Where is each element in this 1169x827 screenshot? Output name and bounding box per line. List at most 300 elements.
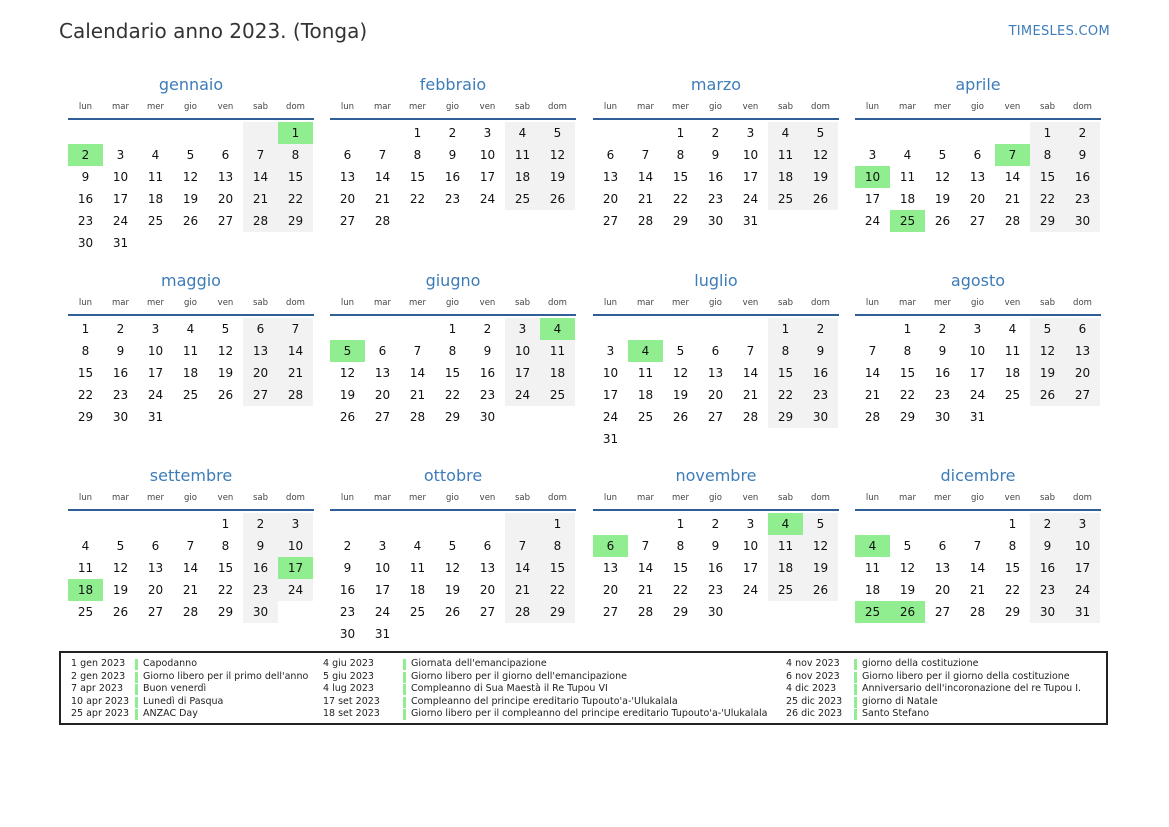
empty-day (733, 601, 768, 623)
empty-day (103, 122, 138, 144)
calendar-day: 17 (374, 583, 391, 597)
holiday-marker (403, 672, 406, 683)
calendar-day: 9 (711, 539, 720, 553)
month-dicembre (855, 464, 1101, 623)
calendar-day: 6 (1065, 318, 1100, 340)
calendar-day: 11 (540, 340, 575, 362)
weekday-label: gio (446, 298, 459, 308)
calendar-day: 11 (1004, 344, 1021, 358)
calendar-day: 19 (540, 166, 575, 188)
calendar-day: 3 (278, 513, 313, 535)
calendar-day: 15 (540, 557, 575, 579)
page-title: Calendario anno 2023. (Tonga) (59, 19, 368, 43)
weekday-label: dom (1073, 493, 1092, 503)
legend-holiday-name: Giorno libero per il giorno della costituzione (862, 670, 1070, 682)
empty-day (593, 122, 628, 144)
calendar-day: 28 (374, 214, 391, 228)
month-name: dicembre (940, 466, 1016, 485)
calendar-day: 2 (448, 126, 457, 140)
weekday-label: mer (146, 493, 164, 503)
calendar-day: 9 (343, 561, 352, 575)
calendar-day: 7 (505, 535, 540, 557)
calendar-day: 5 (221, 322, 230, 336)
weekday-label: dom (548, 298, 567, 308)
calendar-day: 24 (147, 388, 164, 402)
calendar-day: 3 (151, 322, 160, 336)
calendar-day: 26 (182, 214, 199, 228)
calendar-day: 9 (803, 340, 838, 362)
legend-holiday-name: ANZAC Day (143, 708, 198, 720)
calendar-day: 9 (483, 344, 492, 358)
calendar-day: 14 (637, 170, 654, 184)
month-divider (593, 118, 839, 120)
calendar-day: 30 (112, 410, 129, 424)
weekday-label: gio (184, 493, 197, 503)
weekday-label: mar (637, 298, 654, 308)
legend-date: 7 apr 2023 (71, 683, 124, 695)
calendar-day: 31 (969, 410, 986, 424)
calendar-day: 1 (676, 517, 685, 531)
empty-day (803, 210, 838, 232)
day-grid (68, 318, 314, 428)
calendar-day: 17 (969, 366, 986, 380)
empty-day (365, 513, 400, 535)
calendar-day: 1 (448, 322, 457, 336)
empty-day (470, 513, 505, 535)
weekday-label: ven (217, 493, 234, 503)
month-divider (68, 314, 314, 316)
calendar-day: 27 (243, 384, 278, 406)
weekday-label: dom (811, 102, 830, 112)
calendar-day: 5 (903, 539, 912, 553)
calendar-day: 6 (483, 539, 492, 553)
weekday-label: lun (340, 493, 355, 503)
calendar-day: 7 (278, 318, 313, 340)
calendar-day: 30 (339, 627, 356, 641)
weekday-label: ven (217, 102, 234, 112)
calendar-day: 21 (637, 192, 654, 206)
calendar-day: 24 (864, 214, 881, 228)
month-divider (855, 118, 1101, 120)
calendar-day: 26 (934, 214, 951, 228)
empty-day (628, 513, 663, 535)
calendar-day: 4 (768, 513, 803, 535)
calendar-day: 17 (147, 366, 164, 380)
weekday-label: dom (286, 493, 305, 503)
calendar-day: 21 (374, 192, 391, 206)
calendar-day: 6 (711, 344, 720, 358)
calendar-day: 18 (768, 166, 803, 188)
calendar-day: 18 (540, 362, 575, 384)
calendar-day: 26 (1030, 384, 1065, 406)
calendar-day: 24 (969, 388, 986, 402)
weekday-label: lun (340, 102, 355, 112)
calendar-day: 20 (602, 583, 619, 597)
calendar-day: 15 (899, 366, 916, 380)
empty-day (173, 122, 208, 144)
calendar-day: 31 (742, 214, 759, 228)
calendar-day: 13 (602, 561, 619, 575)
calendar-day: 29 (444, 410, 461, 424)
calendar-day: 29 (672, 605, 689, 619)
day-grid (593, 513, 839, 623)
day-grid (330, 122, 576, 232)
calendar-day: 21 (182, 583, 199, 597)
calendar-day: 3 (1065, 513, 1100, 535)
calendar-day: 5 (676, 344, 685, 358)
calendar-day: 9 (81, 170, 90, 184)
calendar-day: 26 (672, 410, 689, 424)
legend-item (71, 683, 308, 696)
calendar-day: 29 (278, 210, 313, 232)
calendar-day: 20 (243, 362, 278, 384)
calendar-day: 7 (641, 148, 650, 162)
empty-day (628, 122, 663, 144)
empty-day (855, 318, 890, 340)
calendar-day: 8 (413, 148, 422, 162)
calendar-day: 14 (505, 557, 540, 579)
calendar-day: 8 (540, 535, 575, 557)
calendar-day: 24 (374, 605, 391, 619)
calendar-day: 22 (1004, 583, 1021, 597)
weekday-label: ven (1004, 493, 1021, 503)
calendar-day: 9 (1065, 144, 1100, 166)
calendar-day: 25 (409, 605, 426, 619)
calendar-day: 2 (711, 126, 720, 140)
calendar-day: 18 (768, 557, 803, 579)
site-brand-link[interactable]: TIMESLES.COM (1008, 24, 1110, 39)
empty-day (278, 232, 313, 254)
calendar-day: 8 (278, 144, 313, 166)
holiday-marker (135, 684, 138, 695)
month-name: agosto (950, 271, 1006, 290)
weekday-label: ven (1004, 102, 1021, 112)
holiday-marker (403, 684, 406, 695)
calendar-day: 8 (676, 148, 685, 162)
calendar-day: 3 (746, 126, 755, 140)
calendar-day: 18 (864, 583, 881, 597)
calendar-day: 12 (934, 170, 951, 184)
weekday-label: mar (112, 493, 129, 503)
empty-day (540, 210, 575, 232)
day-grid (68, 122, 314, 254)
weekday-label: mer (146, 102, 164, 112)
calendar-day: 27 (934, 605, 951, 619)
legend-holiday-name: giorno di Natale (862, 695, 938, 707)
calendar-day: 1 (278, 122, 313, 144)
month-name: marzo (690, 75, 742, 94)
weekday-label: gio (184, 102, 197, 112)
calendar-day: 1 (903, 322, 912, 336)
calendar-day: 12 (217, 344, 234, 358)
month-settembre (68, 464, 314, 623)
weekday-label: dom (286, 298, 305, 308)
calendar-day: 4 (413, 539, 422, 553)
legend-item (71, 658, 308, 671)
legend-holiday-name: Anniversario dell'incoronazione del re Tupou I. (862, 683, 1082, 695)
calendar-day: 22 (899, 388, 916, 402)
weekday-label: dom (811, 298, 830, 308)
calendar-day: 19 (672, 388, 689, 402)
weekday-label: mer (146, 298, 164, 308)
calendar-day: 25 (182, 388, 199, 402)
month-name: novembre (675, 466, 757, 485)
month-giugno (330, 269, 576, 428)
calendar-day: 23 (77, 214, 94, 228)
weekday-header (593, 295, 839, 311)
legend-date: 4 dic 2023 (786, 683, 837, 695)
calendar-day: 24 (505, 384, 540, 406)
calendar-day: 21 (864, 388, 881, 402)
legend-date: 4 giu 2023 (323, 658, 374, 669)
day-grid (330, 318, 576, 428)
calendar-day: 7 (746, 344, 755, 358)
month-maggio (68, 269, 314, 428)
calendar-day: 12 (182, 170, 199, 184)
empty-day (593, 318, 628, 340)
calendar-day: 20 (374, 388, 391, 402)
calendar-day: 17 (864, 192, 881, 206)
empty-day (540, 623, 575, 645)
calendar-day: 18 (409, 583, 426, 597)
calendar-day: 2 (1065, 122, 1100, 144)
weekday-label: mar (112, 102, 129, 112)
calendar-day: 15 (409, 170, 426, 184)
calendar-day: 13 (243, 340, 278, 362)
calendar-day: 13 (147, 561, 164, 575)
calendar-day: 16 (444, 170, 461, 184)
legend-date: 6 nov 2023 (786, 670, 840, 682)
weekday-label: lun (340, 298, 355, 308)
calendar-day: 6 (378, 344, 387, 358)
empty-day (540, 406, 575, 428)
calendar-day: 16 (77, 192, 94, 206)
legend-date: 17 set 2023 (323, 695, 380, 707)
calendar-day: 27 (147, 605, 164, 619)
calendar-day: 25 (540, 384, 575, 406)
calendar-day: 24 (1065, 579, 1100, 601)
calendar-day: 29 (217, 605, 234, 619)
month-name: gennaio (158, 75, 224, 94)
legend-column (323, 658, 768, 721)
calendar-day: 30 (934, 410, 951, 424)
legend-date: 2 gen 2023 (71, 670, 126, 682)
calendar-day: 12 (803, 535, 838, 557)
calendar-day: 1 (221, 517, 230, 531)
calendar-day: 30 (707, 605, 724, 619)
calendar-day: 3 (868, 148, 877, 162)
legend-column (786, 658, 1081, 721)
empty-day (1030, 406, 1065, 428)
calendar-day: 19 (339, 388, 356, 402)
calendar-day: 12 (1030, 340, 1065, 362)
calendar-day: 4 (768, 122, 803, 144)
calendar-day: 27 (1065, 384, 1100, 406)
calendar-day: 29 (1030, 210, 1065, 232)
holiday-marker (135, 672, 138, 683)
calendar-day: 12 (899, 561, 916, 575)
calendar-day: 24 (742, 192, 759, 206)
calendar-day: 18 (147, 192, 164, 206)
calendar-day: 10 (112, 170, 129, 184)
empty-day (330, 122, 365, 144)
calendar-day: 16 (803, 362, 838, 384)
calendar-day: 15 (768, 362, 803, 384)
weekday-label: dom (548, 102, 567, 112)
empty-day (960, 122, 995, 144)
calendar-day: 14 (374, 170, 391, 184)
calendar-day: 4 (151, 148, 160, 162)
calendar-day: 6 (606, 148, 615, 162)
calendar-day: 31 (112, 236, 129, 250)
calendar-day: 23 (1065, 188, 1100, 210)
calendar-day: 4 (505, 122, 540, 144)
month-name: febbraio (419, 75, 487, 94)
calendar-day: 27 (969, 214, 986, 228)
empty-day (505, 406, 540, 428)
empty-day (663, 318, 698, 340)
calendar-day: 17 (112, 192, 129, 206)
calendar-day: 21 (1004, 192, 1021, 206)
empty-day (330, 513, 365, 535)
calendar-day: 27 (479, 605, 496, 619)
month-name: ottobre (423, 466, 483, 485)
empty-day (173, 513, 208, 535)
weekday-header (68, 99, 314, 115)
calendar-day: 20 (602, 192, 619, 206)
calendar-day: 18 (505, 166, 540, 188)
empty-day (68, 122, 103, 144)
calendar-day: 4 (81, 539, 90, 553)
calendar-day: 15 (444, 366, 461, 380)
calendar-day: 11 (768, 144, 803, 166)
calendar-day: 27 (339, 214, 356, 228)
calendar-day: 26 (803, 579, 838, 601)
weekday-label: ven (479, 298, 496, 308)
legend-item (323, 683, 768, 696)
calendar-day: 19 (444, 583, 461, 597)
calendar-day: 21 (742, 388, 759, 402)
calendar-day: 26 (217, 388, 234, 402)
empty-day (243, 406, 278, 428)
calendar-day: 4 (855, 535, 890, 557)
calendar-day: 20 (707, 388, 724, 402)
weekday-label: lun (865, 298, 880, 308)
month-marzo (593, 73, 839, 232)
holiday-marker (854, 709, 857, 720)
calendar-day: 8 (448, 344, 457, 358)
calendar-day: 8 (768, 340, 803, 362)
empty-day (505, 513, 540, 535)
calendar-day: 1 (768, 318, 803, 340)
calendar-day: 10 (969, 344, 986, 358)
calendar-day: 20 (934, 583, 951, 597)
calendar-day: 3 (116, 148, 125, 162)
weekday-label: gio (971, 493, 984, 503)
calendar-day: 22 (77, 388, 94, 402)
calendar-day: 24 (479, 192, 496, 206)
calendar-day: 21 (969, 583, 986, 597)
calendar-day: 16 (339, 583, 356, 597)
empty-day (435, 623, 470, 645)
calendar-day: 17 (742, 561, 759, 575)
day-grid (855, 318, 1101, 428)
month-divider (330, 118, 576, 120)
calendar-day: 29 (540, 601, 575, 623)
calendar-day: 1 (540, 513, 575, 535)
month-divider (593, 314, 839, 316)
legend-item (786, 696, 1081, 709)
weekday-label: ven (742, 493, 759, 503)
calendar-day: 1 (81, 322, 90, 336)
calendar-day: 12 (540, 144, 575, 166)
weekday-header (593, 99, 839, 115)
calendar-day: 28 (1004, 214, 1021, 228)
weekday-label: mer (671, 102, 689, 112)
weekday-label: gio (446, 102, 459, 112)
month-luglio (593, 269, 839, 450)
weekday-label: sab (514, 493, 531, 503)
empty-day (698, 318, 733, 340)
calendar-day: 29 (77, 410, 94, 424)
empty-day (365, 318, 400, 340)
empty-day (505, 623, 540, 645)
empty-day (400, 623, 435, 645)
day-grid (68, 513, 314, 623)
weekday-label: lun (865, 102, 880, 112)
weekday-label: gio (709, 102, 722, 112)
calendar-day: 28 (637, 605, 654, 619)
calendar-day: 11 (505, 144, 540, 166)
calendar-day: 8 (1008, 539, 1017, 553)
weekday-label: dom (1073, 102, 1092, 112)
empty-day (803, 428, 838, 450)
empty-day (628, 318, 663, 340)
weekday-label: sab (1039, 493, 1056, 503)
empty-day (698, 428, 733, 450)
calendar-day: 23 (479, 388, 496, 402)
weekday-header (330, 490, 576, 506)
calendar-day: 5 (448, 539, 457, 553)
calendar-day: 31 (374, 627, 391, 641)
calendar-day: 17 (602, 388, 619, 402)
empty-day (435, 513, 470, 535)
calendar-day: 31 (147, 410, 164, 424)
legend-date: 25 apr 2023 (71, 708, 130, 720)
calendar-day: 22 (672, 192, 689, 206)
weekday-label: mar (374, 102, 391, 112)
weekday-label: mar (899, 298, 916, 308)
calendar-day: 18 (899, 192, 916, 206)
calendar-day: 19 (112, 583, 129, 597)
calendar-day: 25 (77, 605, 94, 619)
calendar-day: 29 (899, 410, 916, 424)
weekday-label: mer (933, 102, 951, 112)
weekday-label: mer (933, 493, 951, 503)
calendar-day: 27 (602, 605, 619, 619)
calendar-day: 12 (672, 366, 689, 380)
legend-holiday-name: Buon venerdì (143, 683, 207, 695)
calendar-day: 24 (278, 579, 313, 601)
calendar-day: 15 (1004, 561, 1021, 575)
month-divider (68, 118, 314, 120)
weekday-label: mar (637, 102, 654, 112)
month-ottobre (330, 464, 576, 645)
empty-day (628, 428, 663, 450)
empty-day (208, 406, 243, 428)
holiday-marker (135, 709, 138, 720)
empty-day (138, 122, 173, 144)
